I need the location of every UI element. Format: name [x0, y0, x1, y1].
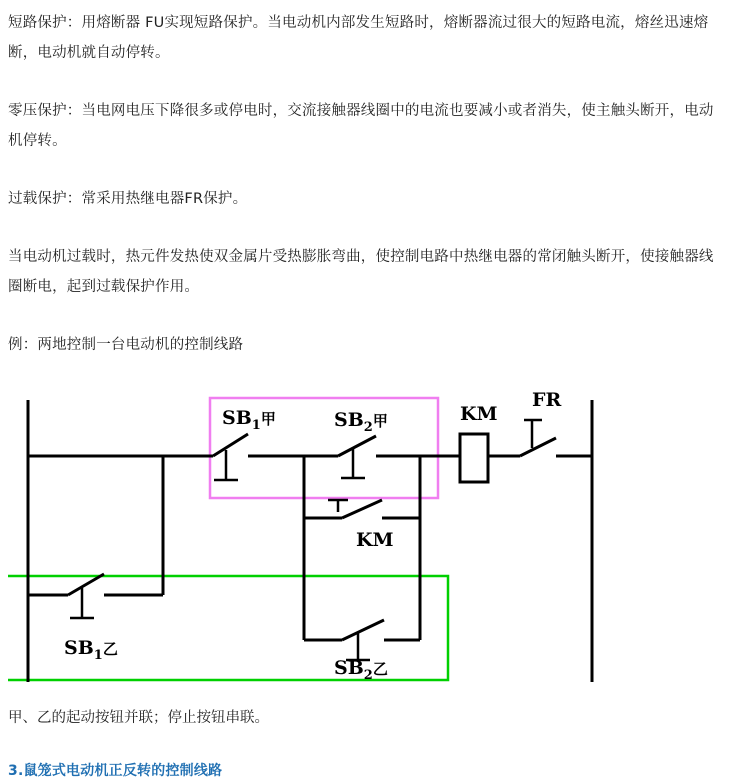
circuit-diagram-figure: [8, 390, 726, 690]
label-fr: FR: [532, 390, 562, 411]
label-sb2-yi: $SB_2^乙$: [334, 657, 388, 683]
label-sb1-yi: $SB_1^乙$: [64, 637, 118, 663]
paragraph-example-intro: 例：两地控制一台电动机的控制线路: [8, 337, 244, 353]
label-km-contact: KM: [356, 529, 394, 551]
label-sb2-jia: $SB_2^甲$: [334, 409, 388, 435]
figure-caption: 甲、乙的起动按钮并联；停止按钮串联。: [8, 710, 269, 726]
document-page: [0, 8, 734, 780]
paragraph-overload-detail: 当电动机过载时，热元件发热使双金属片受热膨胀弯曲，使控制电路中热继电器的常闭触头断开，使接触器线圈断电，起到过载保护作用。: [8, 249, 714, 295]
label-km-coil: KM: [460, 403, 498, 425]
section-heading-forward-reverse: 3.鼠笼式电动机正反转的控制线路: [8, 763, 223, 779]
label-sb1-jia: $SB_1^甲$: [222, 407, 276, 433]
paragraph-short-circuit-protection: 短路保护：用熔断器 FU实现短路保护。当电动机内部发生短路时，熔断器流过很大的短路电流，熔丝迅速熔断，电动机就自动停转。: [8, 15, 709, 61]
paragraph-zero-voltage-protection: 零压保护：当电网电压下降很多或停电时，交流接触器线圈中的电流也要减小或者消失，使主触头断开，电动机停转。: [8, 103, 714, 149]
paragraph-overload-protection: 过载保护：常采用热继电器FR保护。: [8, 191, 248, 207]
